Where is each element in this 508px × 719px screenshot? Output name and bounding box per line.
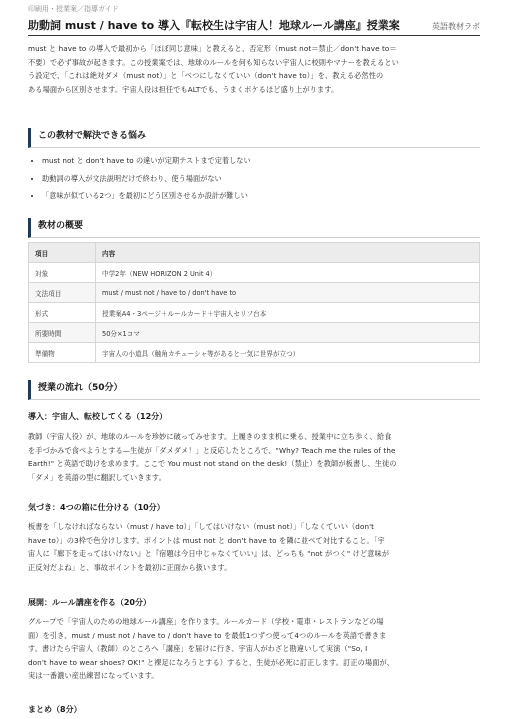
intro-line: must と have to の導入で最初から「ほぼ同じ意味」と教えると、否定形（must not＝禁止／don't have to＝ (28, 44, 397, 53)
intro-paragraph (28, 42, 480, 96)
table-cell-value: 宇宙人の小道具（触角カチューシャ等があると一気に世界が立つ） (96, 343, 480, 363)
flow-heading: 授業の流れ（50分） (28, 380, 480, 400)
section-body-intro (28, 430, 480, 484)
table-cell-key: 対象 (29, 263, 96, 283)
table-row (29, 323, 480, 343)
column-header: 内容 (96, 243, 480, 263)
section-line: 宙人に『廊下を走ってはいけない』と『宿題は今日中じゃなくていい』は、どっちも "not がつく" けど意味が (28, 549, 390, 558)
section-line: 「ダメ」を英語の型に翻訳していきます。 (28, 472, 166, 482)
section-line: Earth!" と英語で助けを求めます。ここで You must not stand on the desk!（禁止）を教師が板書し、生徒の (28, 459, 397, 468)
table-cell-value: 授業案A4・3ページ＋ルールカード＋宇宙人セリフ台本 (96, 303, 480, 323)
document-title: 助動詞 must / have to 導入『転校生は宇宙人！地球ルール講座』授業案 (28, 19, 400, 32)
section-body-notice (28, 520, 480, 574)
table-cell-key: 形式 (29, 303, 96, 323)
section-line: 正反対だよね」と、事故ポイントを最初に正面から扱います。 (28, 562, 232, 572)
table-cell-value: 50分×1コマ (96, 323, 480, 343)
list-item: • 助動詞の導入が文法説明だけで終わり、使う場面がない (42, 170, 251, 188)
section-line: 面）を引き、must / must not / have to / don't have to を最低1つずつ使って4つのルールを英語で書きま (28, 630, 387, 640)
intro-line: ある場面から区別させます。宇宙人役は担任でもALTでも、うまくボケるほど盛り上がります。 (28, 84, 339, 94)
table-header-row (29, 243, 480, 263)
intro-line: 不要）で必ず事故が起きます。この授業案では、地球のルールを何も知らない宇宙人に校則やマナーを教えるとい (28, 57, 399, 67)
table-cell-value: must / must not / have to / don't have to (96, 283, 480, 303)
section-title-develop: 展開：ルール講座を作る（20分） (28, 598, 151, 607)
table-row (29, 283, 480, 303)
list-item: • must not と don't have to の違いが定期テストまで定着しない (42, 152, 251, 170)
section-line: 教師（宇宙人役）が、地球のルールを珍妙に破ってみせます。上履きのまま机に乗る、授業中に立ち歩く、給食 (28, 432, 392, 441)
section-title-summary: まとめ（8分） (28, 705, 82, 714)
header-divider (28, 35, 480, 36)
section-title-intro: 導入：宇宙人、転校してくる（12分） (28, 412, 168, 421)
intro-line: う設定で、「これは絶対ダメ（must not）」と「べつにしなくていい（don't have to）」を、教える必然性の (28, 71, 384, 80)
overview-table (28, 242, 480, 363)
document-category: 印刷用・授業案／指導ガイド (28, 5, 119, 13)
section-line: す。書けたら宇宙人（教師）のところへ「講座」を届けに行き、宇宙人がわざと勘違いして実演（"So, I (28, 644, 368, 653)
table-row (29, 263, 480, 283)
table-cell-key: 文法項目 (29, 283, 96, 303)
column-header: 項目 (29, 243, 96, 263)
section-title-notice: 気づき：4つの箱に仕分ける（10分） (28, 503, 165, 512)
pains-list (28, 152, 251, 205)
table-cell-key: 所要時間 (29, 323, 96, 343)
section-line: 板書を「しなければならない（must / have to）」「してはいけない（must not）」「しなくていい（don't (28, 522, 375, 531)
overview-heading: 教材の概要 (28, 218, 480, 238)
section-line: have to）」の3枠で色分けします。ポイントは must not と don't have to を隣に並べて対比すること。「宇 (28, 535, 385, 545)
section-line: don't have to wear shoes? OK!" と裸足になろうとする）すると、生徒が必死に訂正します。訂正の場面が、 (28, 657, 395, 667)
table-row (29, 343, 480, 363)
section-line: を手づかみで食べようとする—生徒が「ダメダメ！」と反応したところで、"Why? Teach me the rules of the (28, 445, 396, 455)
pains-heading: この教材で解決できる悩み (28, 128, 480, 148)
table-cell-key: 準備物 (29, 343, 96, 363)
table-cell-value: 中学2年（NEW HORIZON 2 Unit 4） (96, 263, 480, 283)
brand-name: 英語教材ラボ (432, 22, 480, 31)
list-item: • 「意味が似ている2つ」を最初にどう区別させるか設計が難しい (42, 187, 251, 205)
table-row (29, 303, 480, 323)
section-body-develop (28, 615, 480, 683)
section-line: グループで「宇宙人のための地球ルール講座」を作ります。ルールカード（学校・電車・レストランなどの場 (28, 617, 384, 626)
section-line: 実は一番濃い産出練習になっています。 (28, 671, 159, 680)
